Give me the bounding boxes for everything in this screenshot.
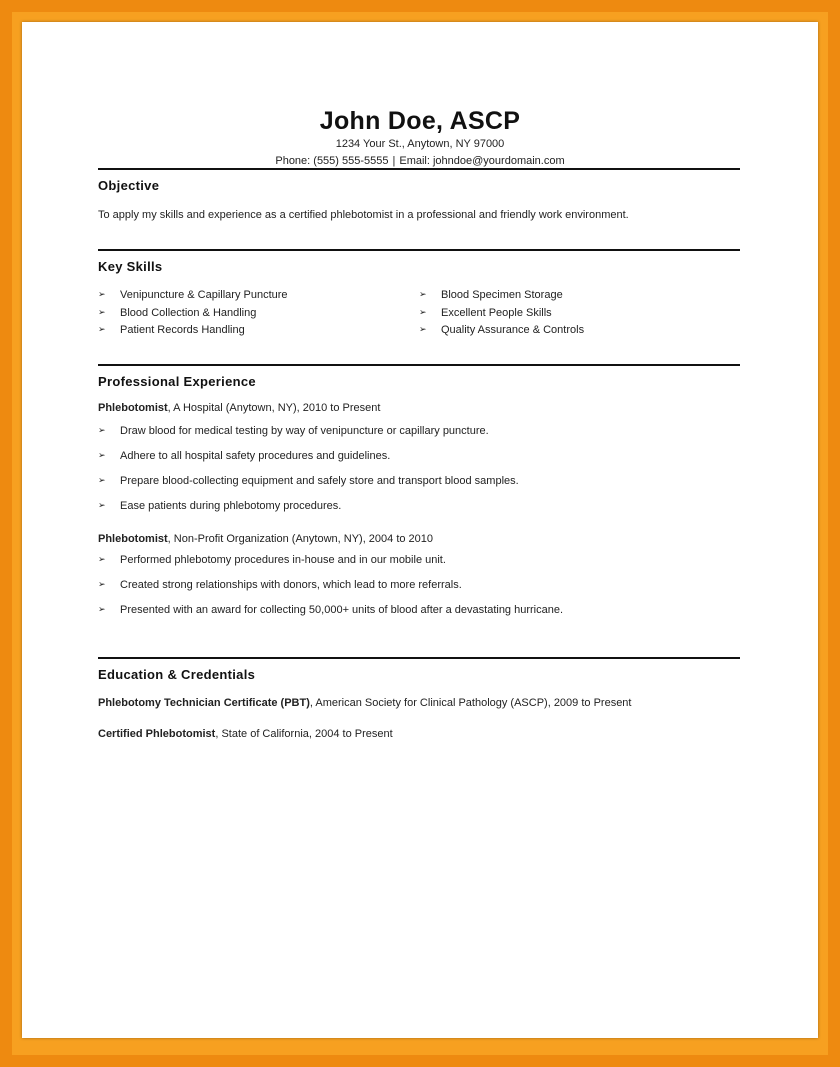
skill-item: ➢ Blood Collection & Handling xyxy=(98,305,419,323)
credential-details: , American Society for Clinical Pathology (ASCP), 2009 to Present xyxy=(309,697,632,709)
credential-name: Phlebotomy Technician Certificate (PBT) xyxy=(98,697,310,709)
skills-columns xyxy=(98,287,740,340)
phone-text: Phone: (555) 555-5555 xyxy=(275,155,389,167)
credential-name: Certified Phlebotomist xyxy=(98,728,216,740)
credential-line xyxy=(98,726,740,743)
skills-left-list xyxy=(98,287,419,340)
credential-details: , State of California, 2004 to Present xyxy=(215,728,393,740)
experience-title: Professional Experience xyxy=(98,374,256,389)
contact-separator: | xyxy=(392,155,396,167)
job-role: Phlebotomist xyxy=(98,402,168,414)
skill-item: ➢ Excellent People Skills xyxy=(419,305,740,323)
job-title xyxy=(98,531,740,548)
duty-item: ➢ Prepare blood-collecting equipment and safely store and transport blood samples. xyxy=(98,469,740,494)
duty-item: ➢ Adhere to all hospital safety procedures and guidelines. xyxy=(98,444,740,469)
skills-title: Key Skills xyxy=(98,259,163,274)
skill-item: ➢ Blood Specimen Storage xyxy=(419,287,740,305)
objective-section xyxy=(98,168,740,224)
resume-header xyxy=(22,106,818,170)
skill-item: ➢ Venipuncture & Capillary Puncture xyxy=(98,287,419,305)
duty-item: ➢ Ease patients during phlebotomy procedures. xyxy=(98,494,740,519)
objective-text: To apply my skills and experience as a certified phlebotomist in a professional and friendly work environment. xyxy=(98,209,629,221)
section-divider xyxy=(98,249,740,251)
section-divider xyxy=(98,168,740,170)
skills-section xyxy=(98,249,740,340)
education-title: Education & Credentials xyxy=(98,667,256,682)
experience-section xyxy=(98,364,740,623)
skill-item: ➢ Patient Records Handling xyxy=(98,322,419,340)
job-title xyxy=(98,400,740,417)
resume-page xyxy=(22,22,818,1038)
duty-item: ➢ Created strong relationships with donors, which lead to more referrals. xyxy=(98,573,740,598)
email-text: Email: johndoe@yourdomain.com xyxy=(399,155,565,167)
candidate-name: John Doe, ASCP xyxy=(319,107,521,135)
address-line: 1234 Your St., Anytown, NY 97000 xyxy=(335,138,505,150)
objective-title: Objective xyxy=(98,178,160,193)
skill-item: ➢ Quality Assurance & Controls xyxy=(419,322,740,340)
duty-item: ➢ Presented with an award for collecting 50,000+ units of blood after a devastating hurricane. xyxy=(98,598,740,623)
credential-line xyxy=(98,695,740,712)
job-duties-list xyxy=(98,548,740,623)
job-details: , A Hospital (Anytown, NY), 2010 to Present xyxy=(167,402,381,414)
job-details: , Non-Profit Organization (Anytown, NY), 2004 to 2010 xyxy=(167,533,434,545)
skills-right-list xyxy=(419,287,740,340)
section-divider xyxy=(98,657,740,659)
job-duties-list xyxy=(98,419,740,519)
section-divider xyxy=(98,364,740,366)
education-section xyxy=(98,657,740,743)
duty-item: ➢ Performed phlebotomy procedures in-house and in our mobile unit. xyxy=(98,548,740,573)
duty-item: ➢ Draw blood for medical testing by way of venipuncture or capillary puncture. xyxy=(98,419,740,444)
job-role: Phlebotomist xyxy=(98,533,168,545)
